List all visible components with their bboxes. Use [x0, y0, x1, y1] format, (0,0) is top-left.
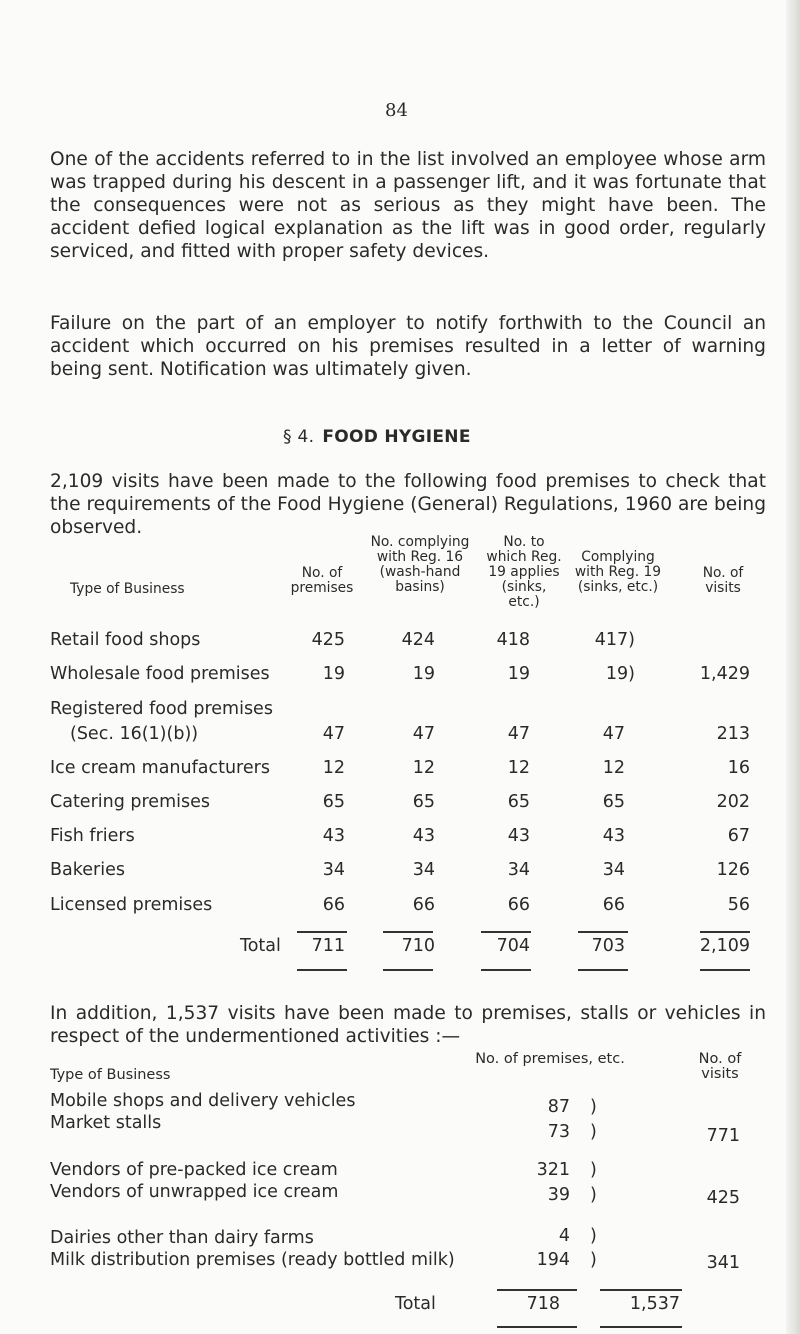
row-premises: 73: [547, 1122, 570, 1142]
row-premises: 425: [311, 630, 345, 650]
total-rule: [600, 1326, 682, 1328]
row-visits: 213: [716, 724, 750, 744]
row-reg19: 12: [507, 758, 530, 778]
row-reg16: 65: [412, 792, 435, 812]
row-type: Dairies other than dairy farms: [50, 1228, 314, 1248]
row-type: Wholesale food premises: [50, 664, 270, 684]
row-type: Retail food shops: [50, 630, 201, 650]
row-comp19: 417): [594, 630, 635, 650]
total-rule: [383, 969, 433, 971]
row-brace: ): [590, 1122, 597, 1142]
row-visits: 56: [727, 895, 750, 915]
row-reg19: 418: [496, 630, 530, 650]
total-rule: [481, 931, 531, 933]
row-type: Fish friers: [50, 826, 135, 846]
section-title: FOOD HYGIENE: [322, 427, 471, 447]
row-premises: 39: [547, 1185, 570, 1205]
row-reg19: 66: [507, 895, 530, 915]
row-premises: 12: [322, 758, 345, 778]
paragraph-lift-accident: One of the accidents referred to in the list involved an employee whose arm was trapped during his descent in a passenger lift, and it was fortunate that the consequences were not as serious as they might have been. The accident defied logical explanation as the lift was in good order, regularly serviced, and fitted with proper safety devices.: [50, 149, 766, 262]
row-visits: 16: [727, 758, 750, 778]
row-premises: 66: [322, 895, 345, 915]
row-reg16: 43: [412, 826, 435, 846]
row-visits: 202: [716, 792, 750, 812]
total-reg19: 704: [496, 936, 530, 956]
header-complying-reg16: No. complying with Reg. 16 (wash-hand basins): [370, 534, 470, 595]
row-premises: 47: [322, 724, 345, 744]
row-type: Bakeries: [50, 860, 125, 880]
paragraph-additional-visits: In addition, 1,537 visits have been made to premises, stalls or vehicles in respect of the undermentioned activities :—: [50, 1003, 766, 1047]
row-premises: 194: [536, 1250, 570, 1270]
header-no-of-premises: No. of premises, etc.: [475, 1051, 625, 1067]
total-reg16: 710: [401, 936, 435, 956]
row-brace: ): [590, 1160, 597, 1180]
row-comp19: 19): [605, 664, 635, 684]
total-rule: [700, 969, 750, 971]
page-edge: [786, 0, 800, 1334]
row-premises: 34: [322, 860, 345, 880]
header-type-of-business: Type of Business: [50, 1067, 171, 1083]
row-reg16: 34: [412, 860, 435, 880]
total-visits: 2,109: [699, 936, 750, 956]
row-reg16: 424: [401, 630, 435, 650]
total-premises: 718: [526, 1294, 560, 1314]
row-premises: 4: [558, 1226, 570, 1246]
row-comp19: 12: [602, 758, 625, 778]
row-brace: ): [590, 1185, 597, 1205]
row-type: Vendors of pre-packed ice cream: [50, 1160, 338, 1180]
header-complying-reg19: Complying with Reg. 19 (sinks, etc.): [574, 549, 662, 595]
row-premises: 87: [547, 1097, 570, 1117]
total-rule: [578, 969, 628, 971]
row-comp19: 66: [602, 895, 625, 915]
row-reg19: 19: [507, 664, 530, 684]
row-visits: 126: [716, 860, 750, 880]
row-reg19: 65: [507, 792, 530, 812]
row-visits: 67: [727, 826, 750, 846]
total-rule: [481, 969, 531, 971]
row-reg16: 12: [412, 758, 435, 778]
row-type: Licensed premises: [50, 895, 213, 915]
row-type: Registered food premises: [50, 699, 273, 719]
row-reg19: 47: [507, 724, 530, 744]
row-reg19: 43: [507, 826, 530, 846]
row-premises: 321: [536, 1160, 570, 1180]
row-brace: ): [590, 1097, 597, 1117]
row-type: Vendors of unwrapped ice cream: [50, 1182, 339, 1202]
row-type: Mobile shops and delivery vehicles: [50, 1091, 356, 1111]
row-reg16: 47: [412, 724, 435, 744]
row-visits: 341: [706, 1253, 740, 1273]
page-number: 84: [385, 100, 408, 121]
section-heading: [283, 427, 471, 447]
total-rule: [700, 931, 750, 933]
row-type-section: (Sec. 16(1)(b)): [70, 724, 199, 744]
total-rule: [383, 931, 433, 933]
row-visits: 1,429: [699, 664, 750, 684]
section-symbol: § 4.: [283, 427, 315, 447]
row-reg16: 66: [412, 895, 435, 915]
total-rule: [297, 931, 347, 933]
total-visits: 1,537: [629, 1294, 680, 1314]
row-type: Ice cream manufacturers: [50, 758, 270, 778]
row-comp19: 34: [602, 860, 625, 880]
paragraph-visits: 2,109 visits have been made to the following food premises to check that the requirements of the Food Hygiene (General) Regulations, 1960 are being observed.: [50, 471, 766, 538]
row-visits: 771: [706, 1126, 740, 1146]
row-reg16: 19: [412, 664, 435, 684]
row-premises: 43: [322, 826, 345, 846]
header-no-of-premises: No. of premises: [290, 565, 354, 596]
total-label: Total: [240, 936, 281, 956]
row-visits: 425: [706, 1188, 740, 1208]
total-rule: [497, 1289, 577, 1291]
header-type-of-business: Type of Business: [70, 581, 185, 597]
header-no-of-visits: No. of visits: [702, 565, 744, 596]
header-no-of-visits: No. of visits: [698, 1051, 742, 1082]
total-comp19: 703: [591, 936, 625, 956]
row-premises: 65: [322, 792, 345, 812]
total-rule: [497, 1326, 577, 1328]
header-reg19-applies: No. to which Reg. 19 applies (sinks, etc.): [486, 534, 562, 610]
row-premises: 19: [322, 664, 345, 684]
total-label: Total: [395, 1294, 436, 1314]
row-type: Market stalls: [50, 1113, 162, 1133]
total-premises: 711: [311, 936, 345, 956]
total-rule: [578, 931, 628, 933]
row-brace: ): [590, 1226, 597, 1246]
total-rule: [600, 1289, 682, 1291]
row-type: Milk distribution premises (ready bottled milk): [50, 1250, 455, 1270]
row-brace: ): [590, 1250, 597, 1270]
row-comp19: 43: [602, 826, 625, 846]
row-comp19: 65: [602, 792, 625, 812]
row-type: Catering premises: [50, 792, 210, 812]
row-reg19: 34: [507, 860, 530, 880]
row-comp19: 47: [602, 724, 625, 744]
total-rule: [297, 969, 347, 971]
paragraph-notification: Failure on the part of an employer to notify forthwith to the Council an accident which occurred on his premises resulted in a letter of warning being sent. Notification was ultimately given.: [50, 313, 766, 380]
